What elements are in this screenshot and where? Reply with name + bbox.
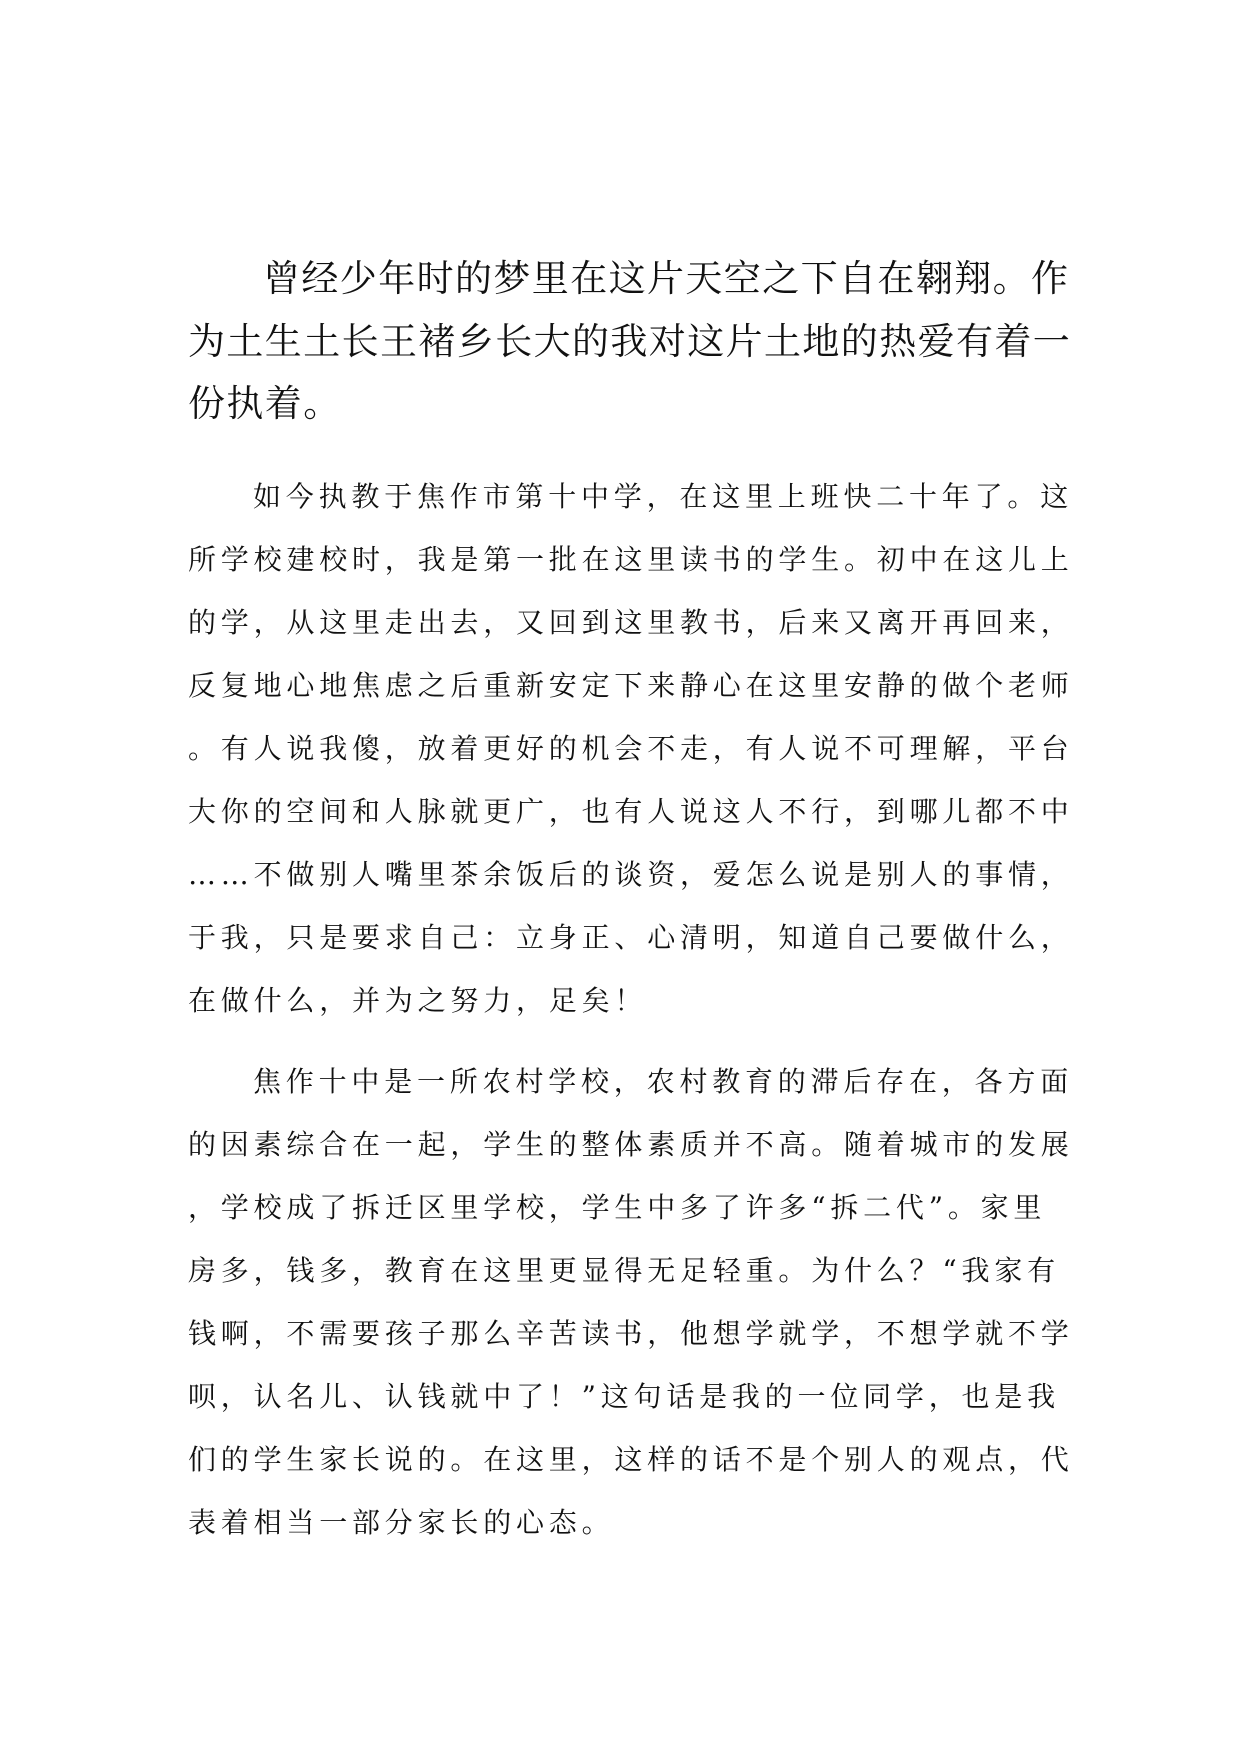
- paragraph-2-line-5: 。有人说我傻，放着更好的机会不走，有人说不可理解，平台: [188, 732, 1074, 765]
- paragraph-2-line-1: 如今执教于焦作市第十中学，在这里上班快二十年了。这: [253, 480, 1074, 513]
- paragraph-1-line-3: 份执着。: [188, 382, 342, 425]
- paragraph-2-line-9: 在做什么，并为之努力，足矣！: [188, 984, 648, 1017]
- paragraph-2-line-6: 大你的空间和人脉就更广，也有人说这人不行，到哪儿都不中: [188, 795, 1074, 828]
- paragraph-3-line-5: 钱啊，不需要孩子那么辛苦读书，他想学就学，不想学就不学: [188, 1317, 1074, 1350]
- paragraph-3-line-1: 焦作十中是一所农村学校，农村教育的滞后存在，各方面: [253, 1065, 1074, 1098]
- paragraph-3-line-4: 房多，钱多，教育在这里更显得无足轻重。为什么？“我家有: [188, 1254, 1060, 1287]
- paragraph-2-line-3: 的学，从这里走出去，又回到这里教书，后来又离开再回来，: [188, 606, 1074, 639]
- paragraph-3-line-8: 表着相当一部分家长的心态。: [188, 1506, 615, 1539]
- paragraph-2-line-2: 所学校建校时，我是第一批在这里读书的学生。初中在这儿上: [188, 543, 1074, 576]
- paragraph-3-line-2: 的因素综合在一起，学生的整体素质并不高。随着城市的发展: [188, 1128, 1074, 1161]
- paragraph-1-line-1: 曾经少年时的梦里在这片天空之下自在翱翔。作: [263, 257, 1070, 300]
- paragraph-2-line-8: 于我，只是要求自己：立身正、心清明，知道自己要做什么，: [188, 921, 1074, 954]
- paragraph-3-line-6: 呗，认名儿、认钱就中了！”这句话是我的一位同学，也是我: [188, 1380, 1060, 1413]
- paragraph-2-line-4: 反复地心地焦虑之后重新安定下来静心在这里安静的做个老师: [188, 669, 1074, 702]
- paragraph-2-line-7: ……不做别人嘴里茶余饭后的谈资，爱怎么说是别人的事情，: [188, 858, 1074, 891]
- paragraph-3-line-3: ，学校成了拆迁区里学校，学生中多了许多“拆二代”。家里: [188, 1191, 1047, 1224]
- paragraph-3-line-7: 们的学生家长说的。在这里，这样的话不是个别人的观点，代: [188, 1443, 1074, 1476]
- paragraph-1-line-2: 为土生土长王褚乡长大的我对这片土地的热爱有着一: [188, 320, 1072, 363]
